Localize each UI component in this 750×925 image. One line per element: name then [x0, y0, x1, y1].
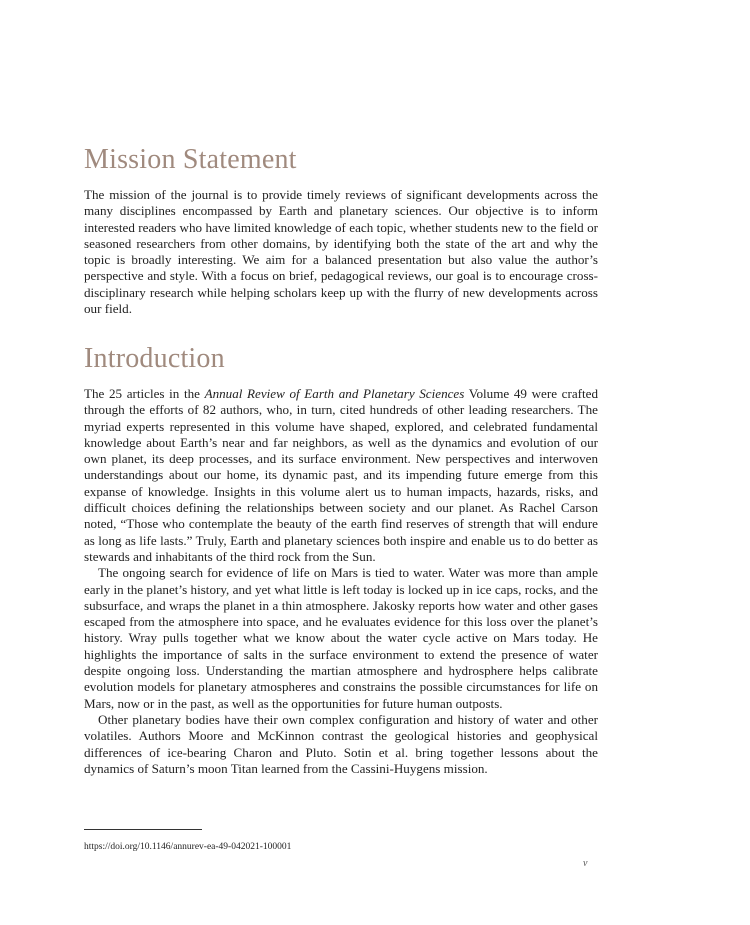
- introduction-paragraph-2: The ongoing search for evidence of life on Mars is tied to water. Water was more than ample early in the planet’s history, and yet what little is left today is locked up in ice caps, rocks, and the subsurface, and wraps the planet in a thin atmosphere. Jakosky reports how water and other gases escaped from the atmosphere into space, and he evaluates evidence for this loss over the planet’s history. Wray pulls together what we know about the water cycle active on Mars today. He highlights the importance of salts in the surface environment to extend the presence of water despite ongoing loss. Understanding the martian atmosphere and hydrosphere helps calibrate evolution models for planetary atmospheres and constrains the possible circumstances for life on Mars, now or in the past, as well as the opportunities for future human outposts.: [84, 565, 598, 711]
- doi-link[interactable]: https://doi.org/10.1146/annurev-ea-49-042021-100001: [84, 842, 292, 852]
- introduction-heading: Introduction: [84, 343, 225, 374]
- mission-paragraph: The mission of the journal is to provide timely reviews of significant developments across the many disciplines encompassed by Earth and planetary sciences. Our objective is to inform interested readers who have limited knowledge of each topic, whether students new to the field or seasoned researchers from other domains, by identifying both the state of the art and why the topic is broadly interesting. We aim for a balanced presentation but also value the author’s perspective and style. With a focus on brief, pedagogical reviews, our goal is to encourage cross-disciplinary research while helping scholars keep up with the flurry of new developments across our field.: [84, 187, 598, 317]
- mission-statement-heading: Mission Statement: [84, 144, 297, 175]
- footnote-divider: [84, 829, 202, 830]
- journal-title: Annual Review of Earth and Planetary Sciences: [204, 386, 465, 401]
- paragraph-1-rest: Volume 49 were crafted through the efforts of 82 authors, who, in turn, cited hundreds of other leading researchers. The myriad experts represented in this volume have shaped, explored, and celebrated fundamental knowledge about Earth’s near and far neighbors, as well as the dynamics and evolution of our own planet, its deep processes, and its surface environment. New perspectives and interwoven understandings about our home, its dynamic past, and its impending future emerge from this expanse of knowledge. Insights in this volume alert us to human impacts, hazards, risks, and difficult choices defining the relationships between society and our planet. As Rachel Carson noted, “Those who contemplate the beauty of the earth find reserves of strength that will endure as long as life lasts.” Truly, Earth and planetary sciences both inspire and enable us to do better as stewards and inhabitants of the third rock from the Sun.: [84, 386, 598, 564]
- paragraph-1-lead: The 25 articles in the: [84, 386, 205, 401]
- mission-statement-body: [84, 187, 598, 317]
- page-number: v: [583, 858, 588, 869]
- introduction-paragraph-1: [84, 386, 598, 565]
- introduction-body: [84, 386, 598, 777]
- introduction-paragraph-3: Other planetary bodies have their own complex configuration and history of water and other volatiles. Authors Moore and McKinnon contrast the geological histories and geophysical differences of ice-bearing Charon and Pluto. Sotin et al. bring together lessons about the dynamics of Saturn’s moon Titan learned from the Cassini-Huygens mission.: [84, 711, 598, 776]
